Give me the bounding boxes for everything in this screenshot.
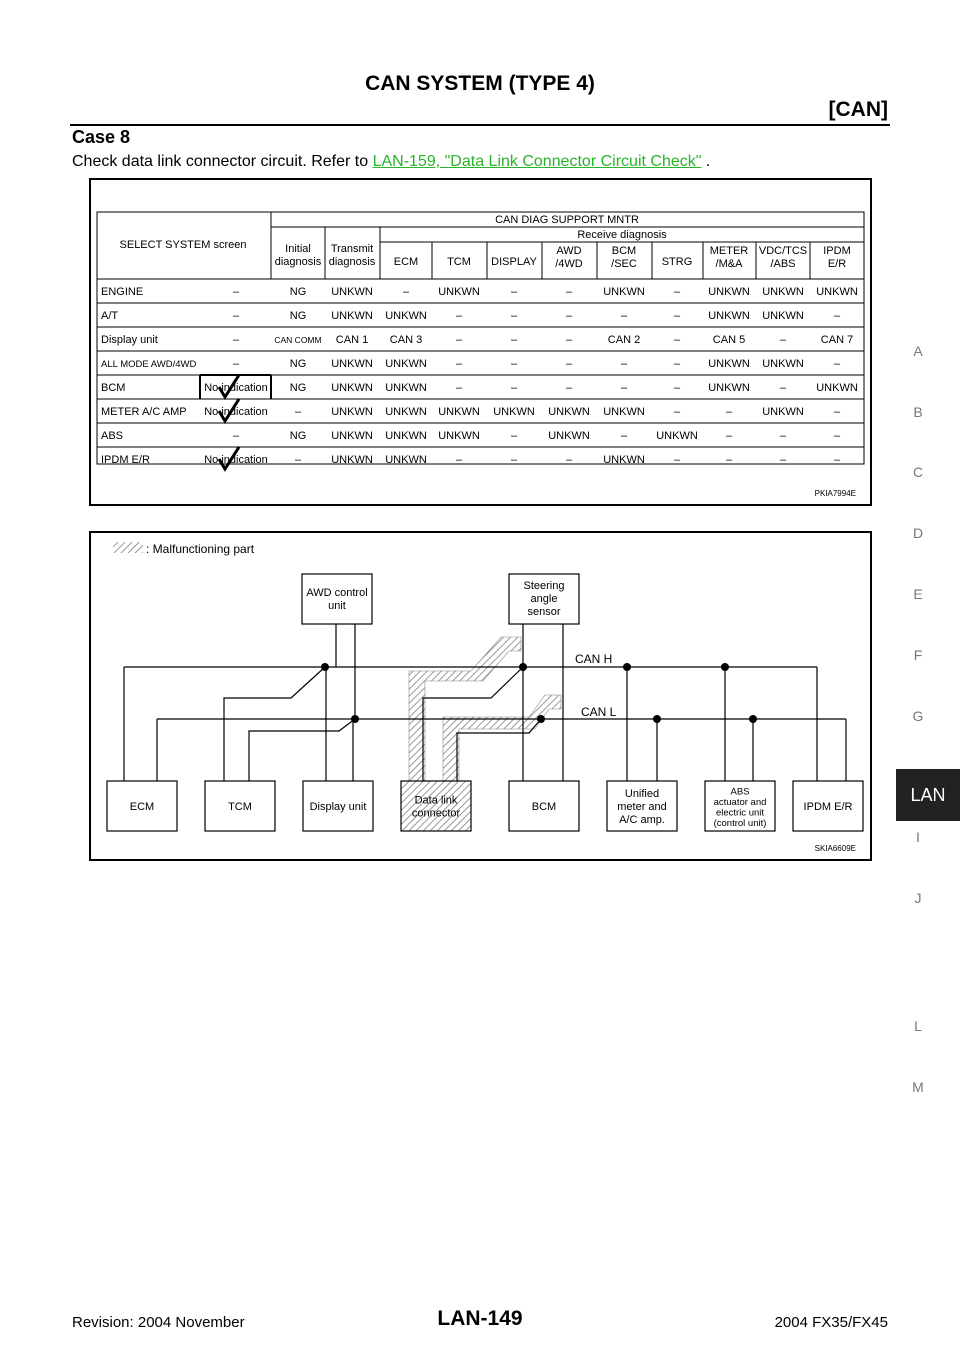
table-cell: UNKWN [331,286,373,298]
initial-diagnosis-header: Initial diagnosis [274,243,322,268]
legend-hatch-swatch [113,542,143,553]
table-cell: – [833,358,841,370]
table-cell: – [673,406,681,418]
can-diag-table [91,180,870,504]
table-cell: UNKWN [548,430,590,442]
junction-dot [653,715,661,723]
table-cell: – [779,382,787,394]
receive-col-header: BCM /SEC [611,245,637,270]
table-cell: – [725,454,733,466]
table-cell: – [779,454,787,466]
table-cell: – [620,358,628,370]
table-cell: CAN 1 [335,334,369,346]
table-cell: – [673,286,681,298]
nav-letter-j[interactable]: J [914,890,922,906]
table-cell: – [232,430,240,442]
nav-letter-i[interactable]: I [916,829,920,846]
table-cell: UNKWN [385,430,427,442]
can-wiring-diagram [91,533,870,859]
row-system-name: IPDM E/R [101,454,150,466]
table-cell: – [565,358,573,370]
table-cell: – [833,430,841,442]
table-cell: UNKWN [762,406,804,418]
table-cell: CAN 3 [389,334,423,346]
reference-link[interactable]: LAN-159, "Data Link Connector Circuit Check" [372,153,702,170]
case-heading: Case 8 [72,127,131,147]
can-h-label: CAN H [575,652,613,666]
table-cell: – [673,334,681,346]
nav-letter-f[interactable]: F [913,646,923,663]
table-cell: NG [289,382,307,394]
table-cell: CAN 5 [712,334,746,346]
table-cell: – [620,382,628,394]
table-cell: UNKWN [493,406,535,418]
unit-label: Data link connector [411,794,461,820]
table-cell: UNKWN [762,358,804,370]
table-cell: UNKWN [656,430,698,442]
receive-col-header: TCM [447,256,471,268]
legend-text: : Malfunctioning part [146,542,255,556]
table-cell: – [510,286,518,298]
table-cell: UNKWN [816,286,858,298]
table-cell: – [455,454,463,466]
table-cell: – [565,334,573,346]
nav-letter-a[interactable]: A [913,342,923,359]
table-cell: No indication [204,382,268,394]
table-cell: UNKWN [385,406,427,418]
table-cell: UNKWN [548,406,590,418]
unit-label: BCM [531,801,557,813]
table-cell: – [620,310,628,322]
table-cell: No indication [204,406,268,418]
unit-label: ABS actuator and electric unit (control unit) [713,786,767,829]
receive-col-header: ECM [393,256,419,268]
junction-dot [351,715,359,723]
junction-dot [537,715,545,723]
table-cell: – [673,454,681,466]
table-cell: – [455,382,463,394]
nav-letter-l[interactable]: L [914,1018,922,1034]
row-system-name: ENGINE [101,286,144,298]
table-cell: – [779,334,787,346]
table-cell: – [673,358,681,370]
table-cell: – [232,334,240,346]
unit-label: ECM [129,801,155,813]
row-system-name: A/T [101,310,119,322]
nav-letter-g[interactable]: G [912,707,924,724]
table-cell: – [565,310,573,322]
table-cell: – [565,454,573,466]
page-title: CAN SYSTEM (TYPE 4) [365,72,595,95]
can-l-label: CAN L [581,705,617,719]
table-cell: CAN COMM [274,335,322,345]
nav-tab-active[interactable]: LAN [896,769,960,821]
table-cell: UNKWN [385,310,427,322]
instruction-suffix: . [701,153,711,170]
table-cell: UNKWN [331,358,373,370]
table-cell: UNKWN [331,430,373,442]
table-cell: UNKWN [762,286,804,298]
junction-dot [749,715,757,723]
table-cell: – [779,430,787,442]
select-system-header: SELECT SYSTEM screen [119,239,247,251]
receive-col-header: VDC/TCS /ABS [758,245,808,270]
figure-code: SKIA6609E [814,844,856,853]
row-system-name: BCM [101,382,126,394]
diag-title: CAN DIAG SUPPORT MNTR [495,214,639,226]
receive-col-header: DISPLAY [491,256,537,268]
table-cell: – [455,358,463,370]
malfunction-hatch-low [443,695,561,781]
model-text: 2004 FX35/FX45 [774,1314,888,1331]
nav-letter-c[interactable]: C [912,464,924,481]
table-cell: – [620,430,628,442]
table-cell: – [232,286,240,298]
unit-label: TCM [228,801,252,813]
table-cell: UNKWN [816,382,858,394]
table-cell: – [510,334,518,346]
figure-code: PKIA7994E [814,489,856,498]
awd-control-unit-label: AWD control unit [306,587,368,612]
table-cell: – [565,286,573,298]
table-cell: – [510,382,518,394]
section-tag: [CAN] [828,98,888,121]
table-cell: – [833,310,841,322]
unit-label: Display unit [309,801,367,813]
nav-letter-e[interactable]: E [913,586,923,602]
table-cell: – [232,310,240,322]
receive-diagnosis-header: Receive diagnosis [577,229,667,241]
row-system-name: ABS [101,430,124,442]
can-diag-table-figure [89,178,872,506]
junction-dot [519,663,527,671]
table-cell: – [673,310,681,322]
unit-label: Unified meter and A/C amp. [617,788,667,826]
table-cell: – [833,406,841,418]
row-system-name: Display unit [101,334,158,346]
table-cell: UNKWN [385,454,427,466]
awd-control-unit-box [302,574,372,624]
table-cell: UNKWN [331,454,373,466]
receive-col-header: STRG [661,256,693,268]
junction-dot [321,663,329,671]
table-cell: NG [289,310,307,322]
table-cell: – [402,286,410,298]
receive-col-header: IPDM E/R [823,245,851,270]
revision-text: Revision: 2004 November [72,1314,245,1331]
table-cell: No indication [204,454,268,466]
table-cell: UNKWN [708,310,750,322]
table-cell: UNKWN [385,382,427,394]
instruction-text [72,153,710,171]
table-cell: UNKWN [708,358,750,370]
table-cell: – [294,454,302,466]
nav-letter-b[interactable]: B [913,403,923,420]
table-cell: – [510,454,518,466]
header-divider [70,124,890,126]
table-cell: UNKWN [438,430,480,442]
table-cell: CAN 7 [820,334,854,346]
table-cell: NG [289,286,307,298]
table-cell: – [294,406,302,418]
table-cell: – [565,382,573,394]
can-wiring-diagram-figure [89,531,872,861]
table-cell: UNKWN [603,454,645,466]
table-cell: – [725,406,733,418]
junction-dot [721,663,729,671]
table-cell: UNKWN [708,382,750,394]
table-cell: – [725,430,733,442]
table-cell: UNKWN [762,310,804,322]
steering-angle-sensor-label: Steering angle sensor [523,580,565,618]
instruction-prefix: Check data link connector circuit. Refer to [72,153,373,170]
table-cell: – [455,310,463,322]
table-cell: NG [289,358,307,370]
table-cell: UNKWN [603,406,645,418]
junction-dot [623,663,631,671]
table-cell: – [510,358,518,370]
transmit-diagnosis-header: Transmit diagnosis [328,243,376,268]
receive-col-header: METER /M&A [709,245,749,270]
table-cell: – [510,430,518,442]
row-system-name: METER A/C AMP [101,406,187,418]
table-cell: CAN 2 [607,334,641,346]
unit-label: IPDM E/R [803,801,853,813]
table-cell: UNKWN [708,286,750,298]
table-cell: – [455,334,463,346]
table-cell: – [232,358,240,370]
nav-letter-m[interactable]: M [912,1078,924,1095]
nav-letter-d[interactable]: D [912,525,924,542]
table-cell: UNKWN [331,406,373,418]
table-cell: – [673,382,681,394]
table-cell: UNKWN [385,358,427,370]
table-cell: UNKWN [438,406,480,418]
table-cell: – [833,454,841,466]
table-cell: UNKWN [438,286,480,298]
table-cell: UNKWN [603,286,645,298]
table-cell: NG [289,430,307,442]
table-cell: – [510,310,518,322]
row-system-name: ALL MODE AWD/4WD [101,359,197,370]
table-cell: UNKWN [331,310,373,322]
malfunction-hatch [409,637,521,781]
receive-col-header: AWD /4WD [555,245,583,270]
page-number: LAN-149 [437,1307,523,1330]
table-cell: UNKWN [331,382,373,394]
